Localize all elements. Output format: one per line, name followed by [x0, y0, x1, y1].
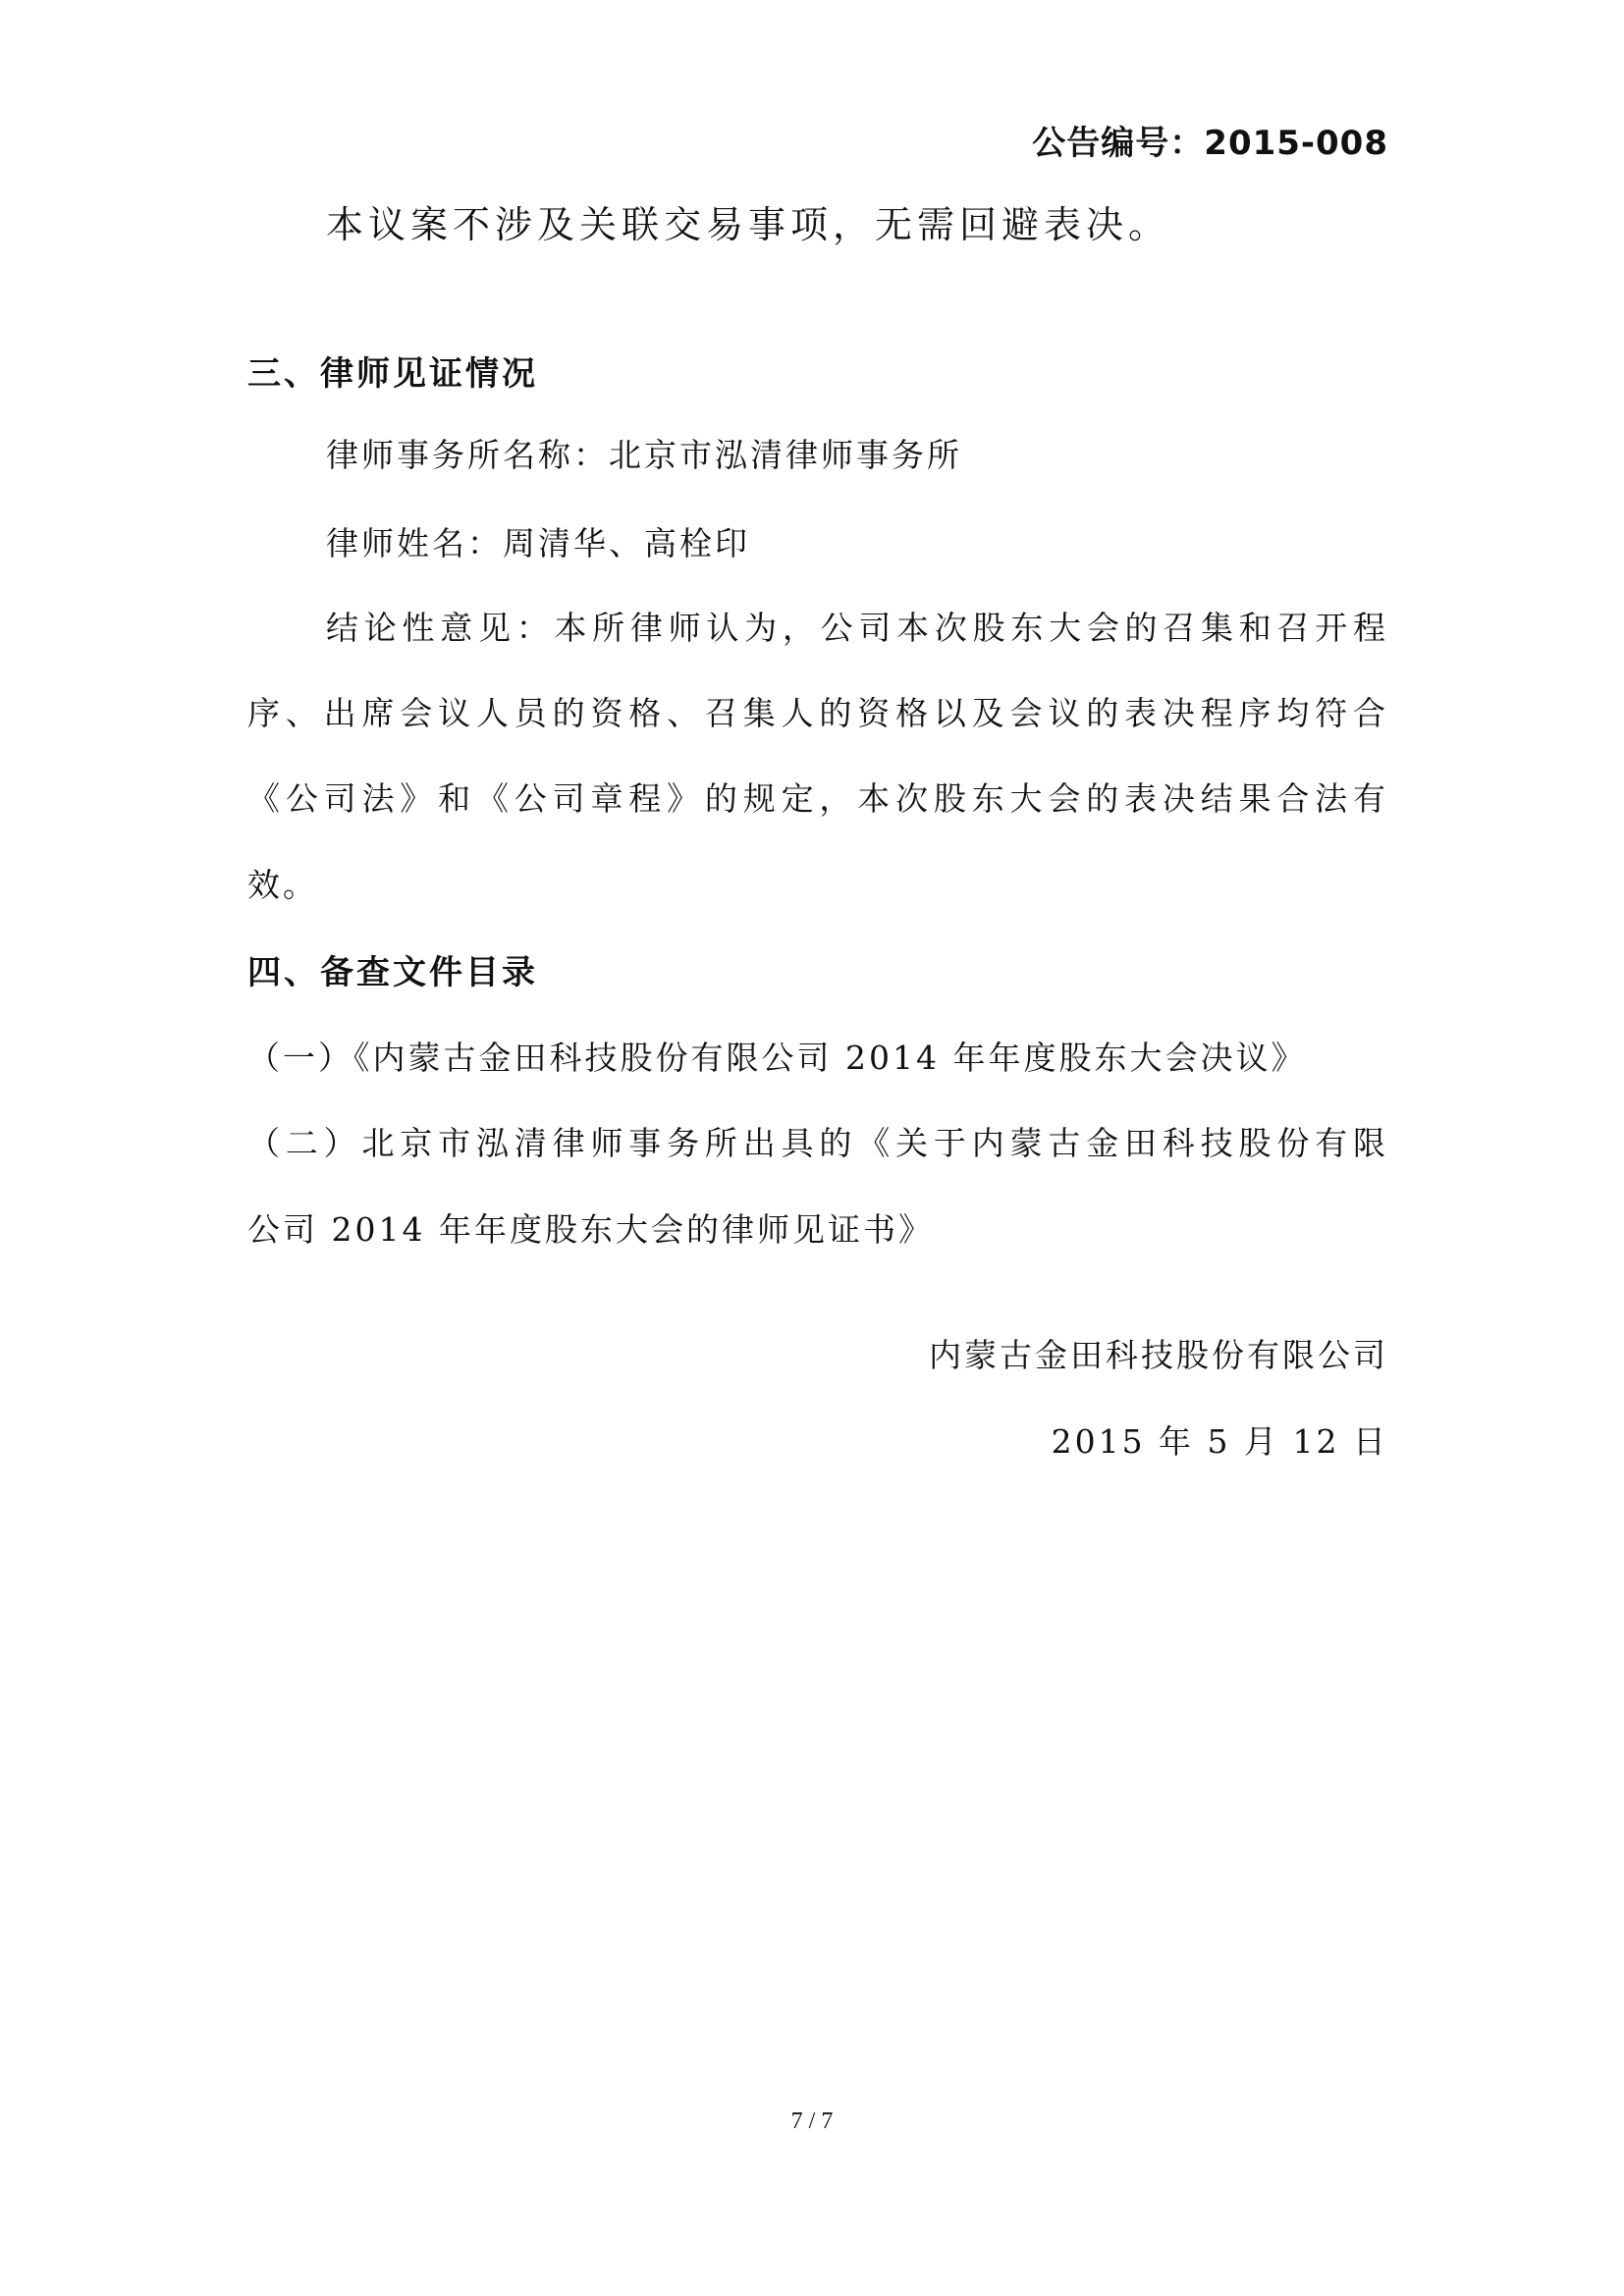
signature-date: 2015 年 5 月 12 日 — [1051, 1422, 1388, 1461]
page-number: 7 / 7 — [790, 2109, 834, 2134]
opinion-line-4: 效。 — [247, 866, 318, 904]
reference-item-2-cont: 公司 2014 年年度股东大会的律师见证书》 — [247, 1210, 934, 1249]
intro-line: 本议案不涉及关联交易事项，无需回避表决。 — [326, 203, 1171, 246]
signature-company: 内蒙古金田科技股份有限公司 — [929, 1336, 1388, 1374]
doc-number: 公告编号：2015-008 — [1032, 124, 1388, 163]
lawyer-names: 律师姓名：周清华、高栓印 — [326, 524, 750, 562]
section3-heading: 三、律师见证情况 — [247, 354, 538, 394]
law-firm-name: 律师事务所名称：北京市泓清律师事务所 — [326, 436, 962, 474]
reference-item-1: （一）《内蒙古金田科技股份有限公司 2014 年年度股东大会决议》 — [247, 1039, 1307, 1077]
reference-item-2: （二）北京市泓清律师事务所出具的《关于内蒙古金田科技股份有限 — [247, 1124, 1388, 1162]
opinion-line-1: 结论性意见：本所律师认为，公司本次股东大会的召集和召开程 — [326, 609, 1388, 647]
opinion-line-3: 《公司法》和《公司章程》的规定，本次股东大会的表决结果合法有 — [247, 779, 1388, 818]
opinion-line-2: 序、出席会议人员的资格、召集人的资格以及会议的表决程序均符合 — [247, 694, 1388, 732]
section4-heading: 四、备查文件目录 — [247, 953, 538, 992]
